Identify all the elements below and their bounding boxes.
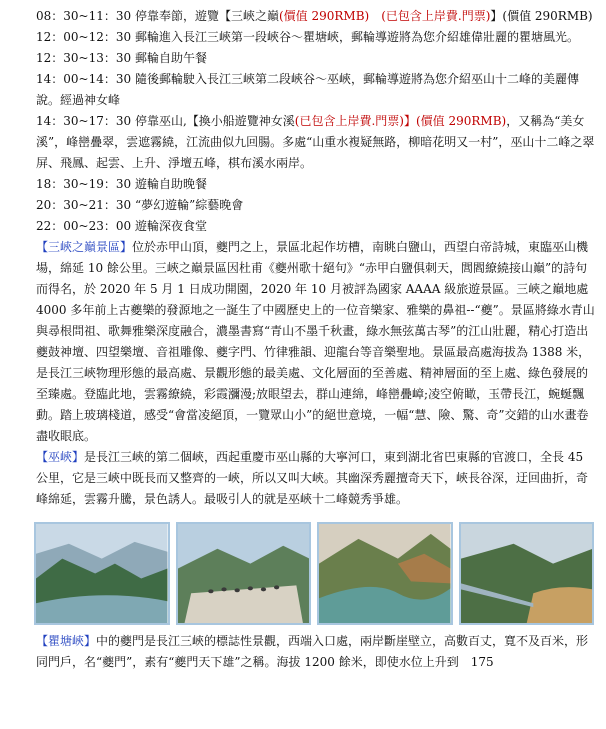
section-label: 【三峽之巔景區】 [36, 240, 133, 254]
itinerary-line-8: 22：00~23：00 遊輪深夜食堂 [36, 219, 207, 233]
itinerary-line-4: 14：00~14：30 隨後郵輪駛入長江三峽第二段峽谷～巫峽，郵輪導遊將為您介紹巫山十二峰的美麗傳說。經過神女峰 [36, 72, 579, 107]
itinerary-line-3: 12：30~13：30 郵輪自助午餐 [36, 51, 207, 65]
itinerary-line-2: 12：00~12：30 郵輪進入長江三峽第一段峽谷～瞿塘峽，郵輪導遊將為您介紹雄偉壯麗的瞿塘風光。 [36, 30, 579, 44]
section-label: 【瞿塘峽】 [36, 634, 97, 648]
river-gorge-photo [34, 522, 170, 625]
section-qutang-gorge [36, 631, 596, 673]
itinerary-line-6: 18：30~19：30 遊輪自助晚餐 [36, 177, 207, 191]
mountain-river-bend-photo [317, 522, 453, 625]
section-label: 【巫峽】 [36, 450, 85, 464]
photo-strip [34, 522, 594, 625]
section-text: 位於赤甲山頂，夔門之上，景區北起作坊槽，南眺白鹽山，西望白帝詩城，東臨巫山機場，綿延 10 餘公里。三峽之巔景區因杜甫《夔州歌十絕句》“赤甲白鹽俱刺天，閭閻繚繞接山巔”的詩句而得名，於 2020 年 5 月 1 日成功開園，2020 年 10 月被評為國家 AAAA 級旅遊景區。三峽之巔地處 4000 多年前上古夔樂的發源地之一誕生了中國歷史上的一位音樂家、雅樂的鼻祖--“夔”。景區將綠水青山與尋根問祖、歌舞雅樂深度融合，濃墨書寫“青山不墨千秋畫，綠水無弦萬古琴”的江山壯麗，精心打造出夔鼓神壇、四望樂壇、音祖雕像、夔字門、竹律雅韻、迎龍台等音樂聖地。景區最高處海拔為 1388 米，是長江三峽物理形態的最高處、景觀形態的最美處、文化層面的至善處、精神層面的至上處、綠色發展的至臻處。登臨此地，雲霧繚繞，彩霞瀰漫;放眼望去，群山連綿，峰巒疊嶂;凌空俯瞰，玉帶長江，蜿蜒飄動。踏上玻璃棧道，感受“會當凌絕頂，一覽眾山小”的絕世意境，一幅“慧、險、驚、奇”交錯的山水畫卷盡收眼底。 [36, 240, 595, 443]
itinerary [36, 6, 596, 237]
viewing-platform-crowd-photo [176, 522, 312, 625]
itinerary-line-5: 14：30~17：30 停靠巫山,【換小船遊覽神女溪(已包含上岸費.門票)】(價值 290RMB)，又稱為“美女溪”，峰巒疊翠，雲遮霧繞，江流曲似九回腸。多處“山重水複疑無路，柳暗花明又一村”，巫山十二峰之翠屏、飛鳳、起雲、上升、淨壇五峰，棋布溪水兩岸。 [36, 114, 595, 170]
itinerary-line-7: 20：30~21：30 “夢幻遊輪”綜藝晚會 [36, 198, 244, 212]
section-wu-gorge [36, 447, 596, 510]
section-text: 是長江三峽的第二個峽，西起重慶市巫山縣的大寧河口，東到湖北省巴東縣的官渡口，全長 45 公里，它是三峽中既長而又整齊的一峽，所以又叫大峽。其幽深秀麗擅奇天下，峽長谷深，迂回曲折，奇峰綿延，雲霧升騰，景色誘人。最吸引人的就是巫峽十二峰競秀爭雄。 [36, 450, 589, 506]
itinerary-line-1: 08：30~11：30 停靠奉節，遊覽【三峽之巔(價值 290RMB) (已包含上岸費.門票)】(價值 290RMB) [36, 9, 593, 23]
glass-skywalk-photo [459, 522, 595, 625]
section-sanxia-summit [36, 237, 596, 447]
section-text: 中的夔門是長江三峽的標誌性景觀，西端入口處，兩岸斷崖壁立，高數百丈，寬不及百米，形同門戶，名“夔門”，素有“夔門天下雄”之稱。海拔 1200 餘米，即使水位上升到 175 [36, 634, 589, 669]
